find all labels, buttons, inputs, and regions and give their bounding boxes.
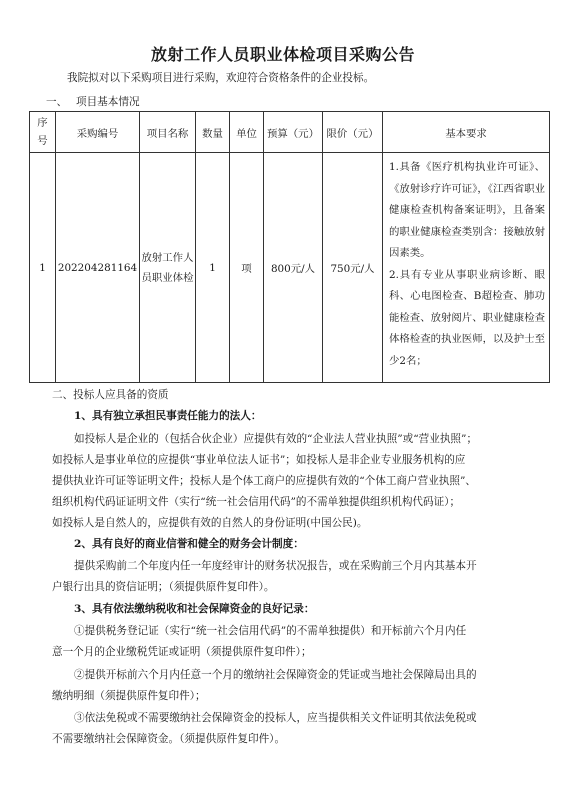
cell-budget: 800元/人 (264, 153, 323, 383)
cell-qty: 1 (196, 153, 230, 383)
header-code: 采购编号 (56, 112, 140, 153)
item3-c-line-1: ③依法免税或不需要缴纳社会保障资金的投标人，应当提供相关文件证明其依法免税或 (74, 712, 477, 724)
item1-line-3: 提供执业许可证等证明文件；投标人是个体工商户的应提供有效的“个体工商户营业执照”、 (52, 475, 476, 487)
section2-heading: 二、投标人应具备的资质 (52, 389, 169, 401)
cell-unit: 项 (230, 153, 264, 383)
requirement-2: 2.具有专业从事职业病诊断、眼科、心电图检查、B超检查、肺功能检查、放射阅片、职业健康检查体格检查的执业医师，以及护士至少2名； (389, 268, 545, 367)
header-qty: 数量 (196, 112, 230, 153)
header-unit: 单位 (230, 112, 264, 153)
item3-c-line-2: 不需要缴纳社会保障资金。（须提供原件复印件）。 (52, 733, 286, 745)
item3-a-line-1: ①提供税务登记证（实行“统一社会信用代码”的不需单独提供）和开标前六个月内任 (74, 625, 467, 637)
item3-title: 3、具有依法缴纳税收和社会保障资金的良好记录： (74, 603, 315, 615)
item2-title: 2、具有良好的商业信誉和健全的财务会计制度： (74, 538, 304, 550)
item1-line-4: 组织机构代码证证明文件（实行“统一社会信用代码”的不需单独提供组织机构代码证）； (52, 496, 461, 508)
item3-b-line-2: 缴纳明细（须提供原件复印件）； (52, 690, 206, 702)
header-requirements: 基本要求 (383, 112, 550, 153)
intro-paragraph: 我院拟对以下采购项目进行采购，欢迎符合资格条件的企业投标。 (67, 72, 375, 84)
cell-requirements (383, 153, 550, 383)
item1-title: 1、具有独立承担民事责任能力的法人： (74, 410, 262, 422)
cell-seq: 1 (30, 153, 56, 383)
header-seq: 序 号 (30, 112, 56, 153)
section1-title: 项目基本情况 (76, 96, 140, 108)
requirement-1: 1.具备《医疗机构执业许可证》、《放射诊疗许可证》，《江西省职业健康检查机构备案证明》，且备案的职业健康检查类别含：接触放射因素类。 (389, 161, 545, 259)
table-row (30, 153, 550, 383)
item2-line-1: 提供采购前二个年度内任一年度经审计的财务状况报告，或在采购前三个月内其基本开 (74, 560, 477, 572)
cell-code: 202204281164 (56, 153, 140, 383)
procurement-table (29, 111, 550, 383)
item3-a-line-2: 意一个月的企业缴税凭证或证明（须提供原件复印件）； (52, 646, 312, 658)
item1-line-1: 如投标人是企业的（包括合伙企业）应提供有效的“企业法人营业执照”或“营业执照”； (74, 433, 478, 445)
cell-limit: 750元/人 (323, 153, 383, 383)
header-budget: 预算（元） (264, 112, 323, 153)
item2-line-2: 户银行出具的资信证明；（须提供原件复印件）。 (52, 581, 275, 593)
table-header-row (30, 112, 550, 153)
document-title: 放射工作人员职业体检项目采购公告 (150, 45, 415, 64)
header-name: 项目名称 (140, 112, 196, 153)
item1-line-2: 如投标人是事业单位的应提供“事业单位法人证书”；如投标人是非企业专业服务机构的应 (52, 454, 466, 466)
item3-b-line-1: ②提供开标前六个月内任意一个月的缴纳社会保障资金的凭证或当地社会保障局出具的 (74, 669, 477, 681)
item1-line-5: 如投标人是自然人的，应提供有效的自然人的身份证明(中国公民)。 (52, 517, 368, 529)
section1-heading (46, 95, 140, 109)
section1-number: 一、 (46, 96, 68, 108)
cell-name: 放射工作人员职业体检 (140, 153, 196, 383)
header-limit: 限价（元） (323, 112, 383, 153)
